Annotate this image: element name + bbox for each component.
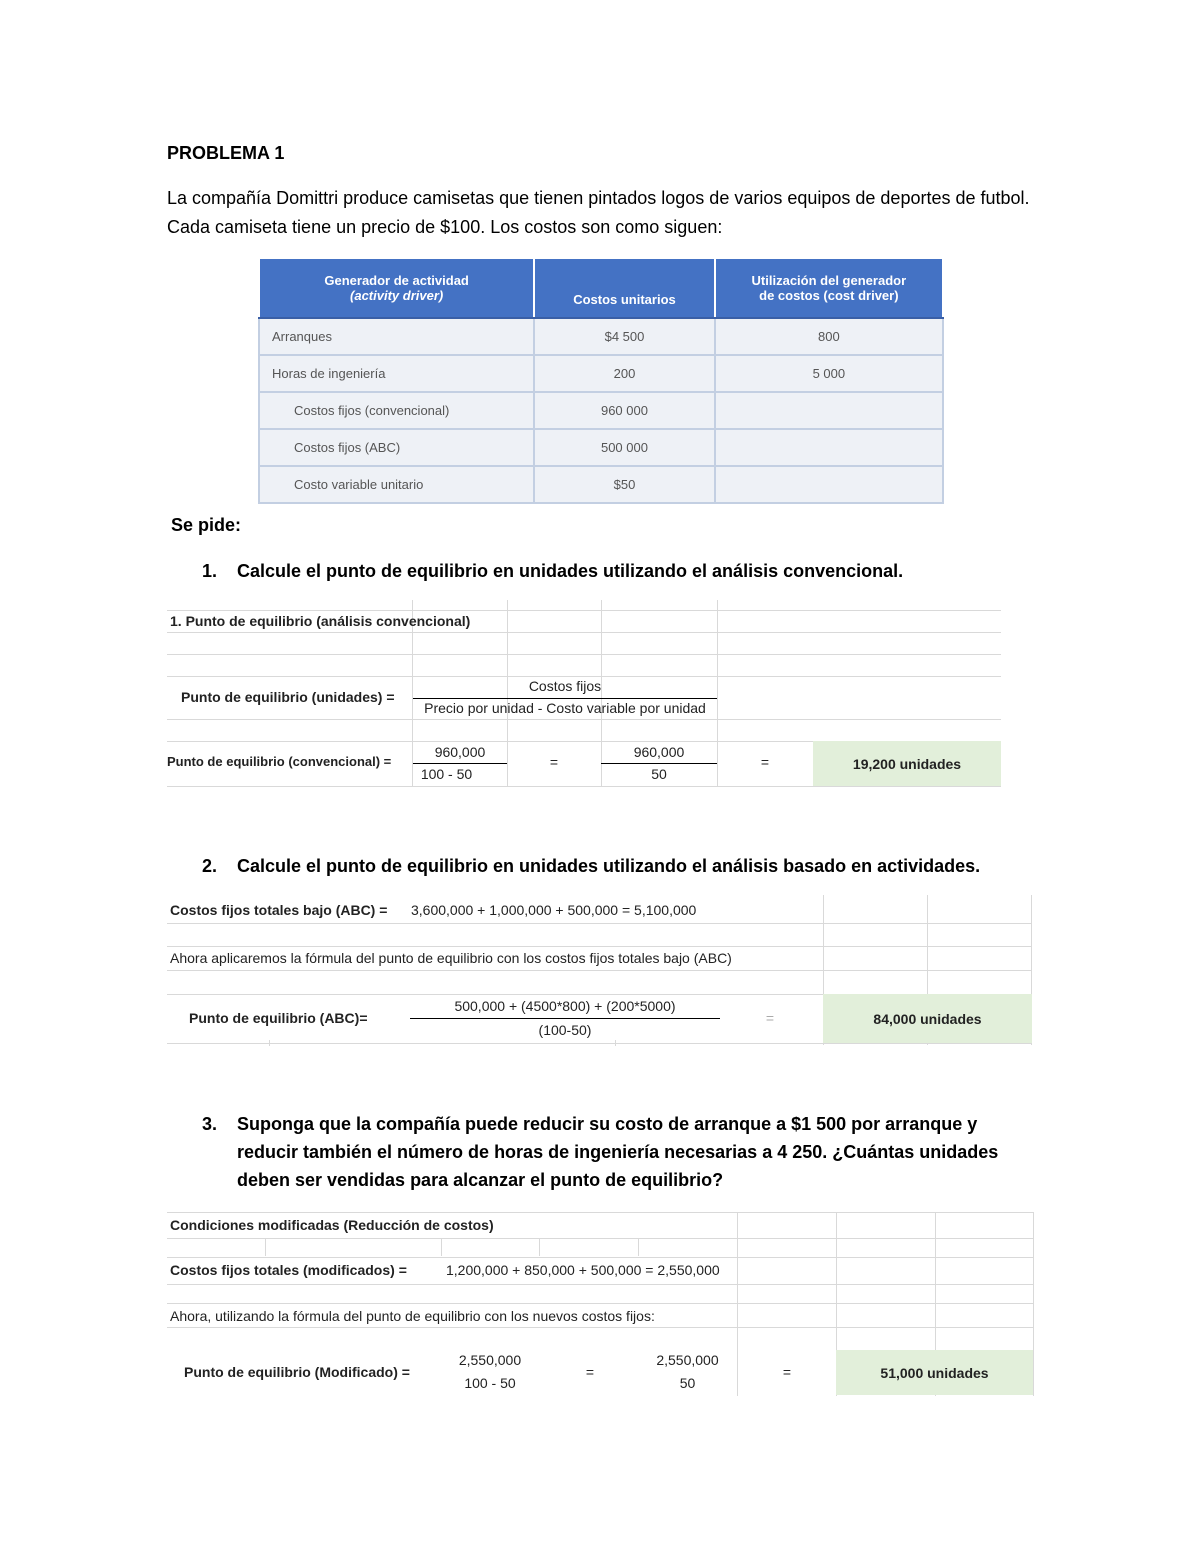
table-row — [259, 429, 943, 466]
question-number: 1. — [202, 561, 218, 581]
activity-table-header — [259, 258, 943, 318]
grid-line — [441, 1238, 442, 1256]
section-title: 1. Punto de equilibrio (análisis convencional) — [170, 613, 471, 629]
fraction-2-numerator: 960,000 — [633, 744, 685, 760]
fraction-1-denominator: 100 - 50 — [420, 766, 473, 782]
grid-line — [167, 1284, 1033, 1285]
row-name: Arranques — [259, 318, 534, 355]
row-usage — [715, 466, 943, 503]
grid-line — [167, 970, 1032, 971]
result-cell: 84,000 unidades — [823, 994, 1032, 1043]
totals-label: Costos fijos totales bajo (ABC) = — [170, 902, 388, 918]
row-cost: $4 500 — [534, 318, 714, 355]
header-cost-driver — [715, 258, 943, 318]
grid-line — [167, 610, 1001, 611]
grid-line — [638, 1238, 639, 1256]
row-cost: 200 — [534, 355, 714, 392]
intro-paragraph: La compañía Domittri produce camisetas que tienen pintados logos de varios equipos de deportes de futbol. Cada camiseta tiene un precio de $100. Los costos son como siguen: — [167, 188, 1030, 237]
header-text: Generador de actividad — [324, 273, 469, 288]
grid-line — [167, 654, 1001, 655]
grid-line — [737, 1212, 738, 1396]
grid-line — [167, 676, 1001, 677]
question-text: Calcule el punto de equilibrio en unidades utilizando el análisis basado en actividades. — [237, 856, 981, 876]
row-name: Costos fijos (convencional) — [259, 392, 534, 429]
equals-sign: = — [585, 1364, 595, 1380]
grid-line — [167, 786, 1001, 787]
totals-label: Costos fijos totales (modificados) = — [170, 1262, 407, 1278]
fraction-2-denominator: 50 — [651, 766, 667, 782]
question-3 — [202, 1110, 1102, 1194]
totals-value: 1,200,000 + 850,000 + 500,000 = 2,550,000 — [446, 1262, 720, 1278]
question-text — [237, 1110, 1067, 1194]
calc-label: Punto de equilibrio (convencional) = — [167, 754, 392, 769]
grid-line — [167, 1257, 1033, 1258]
row-cost: $50 — [534, 466, 714, 503]
row-name: Costos fijos (ABC) — [259, 429, 534, 466]
row-cost: 500 000 — [534, 429, 714, 466]
row-name: Horas de ingeniería — [259, 355, 534, 392]
header-activity-driver — [259, 258, 534, 318]
row-usage: 5 000 — [715, 355, 943, 392]
grid-line — [167, 1303, 1033, 1304]
calc-label: Punto de equilibrio (ABC)= — [189, 1010, 368, 1026]
grid-line — [539, 1238, 540, 1256]
question-number: 3. — [202, 1114, 218, 1134]
table-row — [259, 392, 943, 429]
question-number: 2. — [202, 856, 218, 876]
fraction-denominator: (100-50) — [538, 1022, 592, 1038]
header-text: Utilización del generador — [751, 273, 907, 288]
fraction-line — [413, 698, 717, 699]
row-name: Costo variable unitario — [259, 466, 534, 503]
header-unit-costs: Costos unitarios — [534, 258, 714, 318]
equals-sign: = — [782, 1364, 792, 1380]
fraction-2-numerator: 2,550,000 — [656, 1352, 719, 1368]
fraction-line — [413, 763, 507, 764]
formula-denominator: Precio por unidad - Costo variable por unidad — [424, 700, 706, 716]
result-cell: 19,200 unidades — [813, 741, 1001, 786]
calc-label: Punto de equilibrio (Modificado) = — [184, 1364, 410, 1380]
grid-line — [265, 1238, 266, 1256]
question-text: Calcule el punto de equilibrio en unidades utilizando el análisis convencional. — [237, 561, 904, 581]
note-text: Ahora aplicaremos la fórmula del punto de equilibrio con los costos fijos totales bajo (ABC) — [170, 950, 732, 966]
problem-title: PROBLEMA 1 — [167, 143, 285, 163]
formula-numerator: Costos fijos — [528, 678, 602, 694]
row-usage — [715, 429, 943, 466]
result-cell: 51,000 unidades — [836, 1350, 1033, 1395]
grid-line — [167, 632, 1001, 633]
totals-value: 3,600,000 + 1,000,000 + 500,000 = 5,100,000 — [411, 902, 697, 918]
activity-table — [258, 257, 944, 504]
row-cost: 960 000 — [534, 392, 714, 429]
question-line: Suponga que la compañía puede reducir su costo de arranque a $1 500 por arranque y — [237, 1114, 978, 1134]
equals-sign: = — [549, 754, 559, 770]
fraction-1-denominator: 100 - 50 — [464, 1375, 516, 1391]
fraction-1-numerator: 960,000 — [434, 744, 486, 760]
grid-line — [167, 923, 1032, 924]
question-line: reducir también el número de horas de ingeniería necesarias a 4 250. ¿Cuántas unidades — [237, 1142, 999, 1162]
grid-line — [167, 1327, 1033, 1328]
table-row — [259, 318, 943, 355]
equals-sign: = — [765, 1010, 775, 1026]
fraction-1-numerator: 2,550,000 — [458, 1352, 522, 1368]
question-2 — [202, 852, 1102, 880]
fraction-line — [601, 763, 717, 764]
se-pide-heading: Se pide: — [171, 515, 242, 535]
header-text: de costos (cost driver) — [759, 288, 899, 303]
grid-line — [167, 719, 1001, 720]
question-line: deben ser vendidas para alcanzar el punto de equilibrio? — [237, 1170, 724, 1190]
table-row — [259, 466, 943, 503]
equals-sign: = — [760, 754, 770, 770]
row-usage — [715, 392, 943, 429]
section-title: Condiciones modificadas (Reducción de costos) — [170, 1217, 494, 1233]
grid-line — [1033, 1212, 1034, 1396]
fraction-line — [410, 1018, 720, 1019]
grid-line — [167, 1043, 1032, 1044]
grid-line — [167, 946, 1032, 947]
note-text: Ahora, utilizando la fórmula del punto de equilibrio con los nuevos costos fijos: — [170, 1308, 655, 1324]
grid-line — [167, 1238, 1033, 1239]
fraction-numerator: 500,000 + (4500*800) + (200*5000) — [454, 998, 676, 1014]
question-1 — [202, 557, 1102, 585]
fraction-2-denominator: 50 — [679, 1375, 696, 1391]
table-row — [259, 355, 943, 392]
formula-label: Punto de equilibrio (unidades) = — [181, 689, 395, 705]
row-usage: 800 — [715, 318, 943, 355]
grid-line — [167, 1212, 1033, 1213]
header-text: (activity driver) — [350, 288, 444, 303]
